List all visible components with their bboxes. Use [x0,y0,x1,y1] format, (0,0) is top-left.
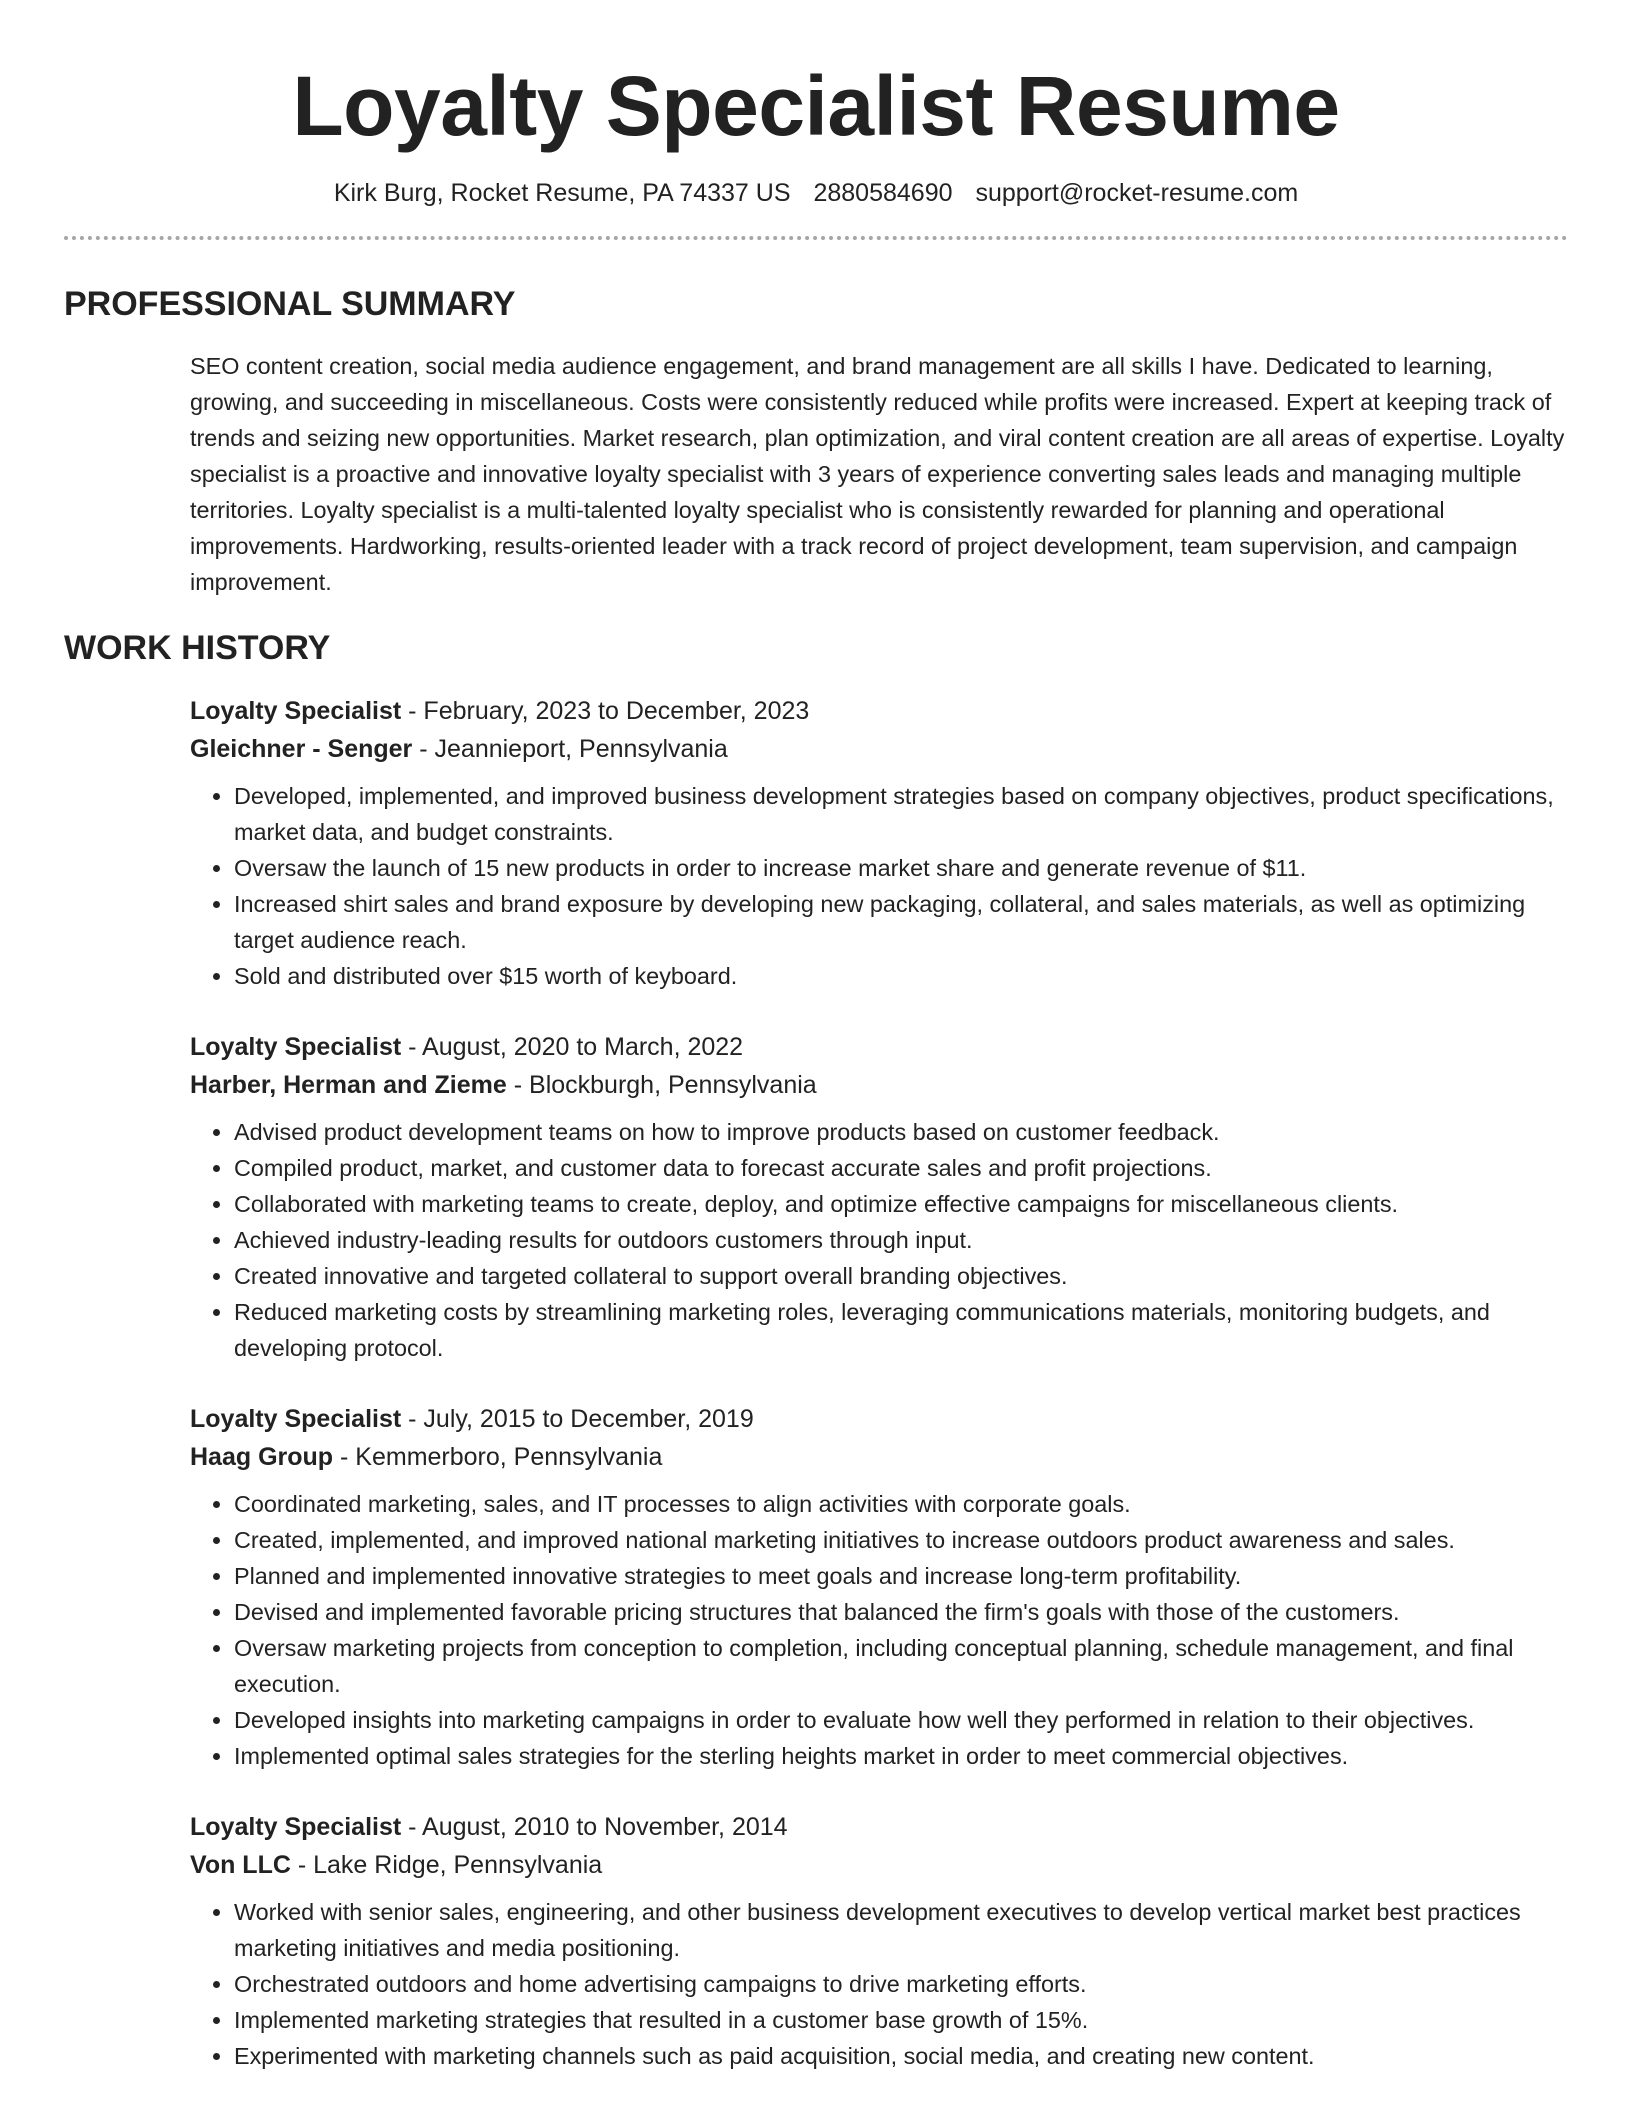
job-bullet: • Collaborated with marketing teams to create, deploy, and optimize effective campaigns for miscellaneous clients. [234,1186,1568,1222]
job-bullets [190,1894,1568,2074]
job-bullet: • Coordinated marketing, sales, and IT processes to align activities with corporate goals. [234,1486,1568,1522]
job-bullet: • Developed insights into marketing campaigns in order to evaluate how well they performed in relation to their objectives. [234,1702,1568,1738]
resume-title: Loyalty Specialist Resume [292,59,1340,153]
work-history-heading: WORK HISTORY [64,629,331,667]
job-company-line [190,1066,1568,1104]
job-bullet: • Achieved industry-leading results for outdoors customers through input. [234,1222,1568,1258]
job-bullet: • Created innovative and targeted collateral to support overall branding objectives. [234,1258,1568,1294]
job-company: Haag Group [190,1443,334,1471]
contact-address: Kirk Burg, Rocket Resume, PA 74337 US [333,179,791,207]
job-bullet: • Planned and implemented innovative strategies to meet goals and increase long-term profitability. [234,1558,1568,1594]
job-bullets [190,778,1568,994]
summary-heading: PROFESSIONAL SUMMARY [64,285,516,323]
job-title: Loyalty Specialist [190,1033,402,1061]
job-entry [190,1028,1568,1366]
job-company: Harber, Herman and Zieme [190,1071,507,1099]
job-bullet: • Increased shirt sales and brand exposure by developing new packaging, collateral, and sales materials, as well as optimizing target audience reach. [234,886,1568,958]
summary-text: SEO content creation, social media audience engagement, and brand management are all skills I have. Dedicated to learning, growing, and succeeding in miscellaneous. Costs were consistently reduced while profits were increased. Expert at keeping track of trends and seizing new opportunities. Market research, plan optimization, and viral content creation are all areas of expertise. Loyalty specialist is a proactive and innovative loyalty specialist with 3 years of experience converting sales leads and managing multiple territories. Loyalty specialist is a multi-talented loyalty specialist who is consistently rewarded for planning and operational improvements. Hardworking, results-oriented leader with a track record of project development, team supervision, and campaign improvement. [190,353,1565,595]
job-location: - Blockburgh, Pennsylvania [506,1071,817,1099]
job-company-line [190,1846,1568,1884]
job-bullets [190,1114,1568,1366]
job-bullet: • Advised product development teams on how to improve products based on customer feedback. [234,1114,1568,1150]
job-title-line [190,692,1568,730]
job-company-line [190,730,1568,768]
job-title-line [190,1808,1568,1846]
job-bullet: • Compiled product, market, and customer data to forecast accurate sales and profit projections. [234,1150,1568,1186]
job-dates: - August, 2010 to November, 2014 [401,1813,788,1841]
work-history-list [190,692,1568,2074]
job-title: Loyalty Specialist [190,1405,402,1433]
job-bullet: • Implemented marketing strategies that resulted in a customer base growth of 15%. [234,2002,1568,2038]
job-title: Loyalty Specialist [190,1813,402,1841]
job-bullet: • Devised and implemented favorable pricing structures that balanced the firm's goals with those of the customers. [234,1594,1568,1630]
job-dates: - February, 2023 to December, 2023 [401,697,810,725]
job-bullet: • Created, implemented, and improved national marketing initiatives to increase outdoors product awareness and sales. [234,1522,1568,1558]
job-bullet: • Oversaw marketing projects from conception to completion, including conceptual planning, schedule management, and final execution. [234,1630,1568,1702]
job-location: - Lake Ridge, Pennsylvania [290,1851,603,1879]
job-title: Loyalty Specialist [190,697,402,725]
job-dates: - August, 2020 to March, 2022 [401,1033,744,1061]
job-location: - Kemmerboro, Pennsylvania [333,1443,663,1471]
job-dates: - July, 2015 to December, 2019 [401,1405,754,1433]
contact-email: support@rocket-resume.com [975,179,1299,207]
contact-phone: 2880584690 [813,179,953,207]
job-title-line [190,1400,1568,1438]
contact-line [64,176,1568,210]
job-company: Von LLC [190,1851,291,1879]
job-location: - Jeannieport, Pennsylvania [412,735,728,763]
job-bullet: • Reduced marketing costs by streamlining marketing roles, leveraging communications materials, monitoring budgets, and developing protocol. [234,1294,1568,1366]
job-bullet: • Worked with senior sales, engineering, and other business development executives to develop vertical market best practices marketing initiatives and media positioning. [234,1894,1568,1966]
job-bullet: • Sold and distributed over $15 worth of keyboard. [234,958,1568,994]
job-bullet: • Experimented with marketing channels such as paid acquisition, social media, and creating new content. [234,2038,1568,2074]
job-bullets [190,1486,1568,1774]
job-entry [190,692,1568,994]
job-entry [190,1808,1568,2074]
job-company: Gleichner - Senger [190,735,413,763]
job-bullet: • Implemented optimal sales strategies for the sterling heights market in order to meet commercial objectives. [234,1738,1568,1774]
job-bullet: • Orchestrated outdoors and home advertising campaigns to drive marketing efforts. [234,1966,1568,2002]
job-bullet: • Oversaw the launch of 15 new products in order to increase market share and generate revenue of $11. [234,850,1568,886]
header-divider [64,236,1568,240]
job-title-line [190,1028,1568,1066]
job-entry [190,1400,1568,1774]
job-bullet: • Developed, implemented, and improved business development strategies based on company objectives, product specifications, market data, and budget constraints. [234,778,1568,850]
job-company-line [190,1438,1568,1476]
